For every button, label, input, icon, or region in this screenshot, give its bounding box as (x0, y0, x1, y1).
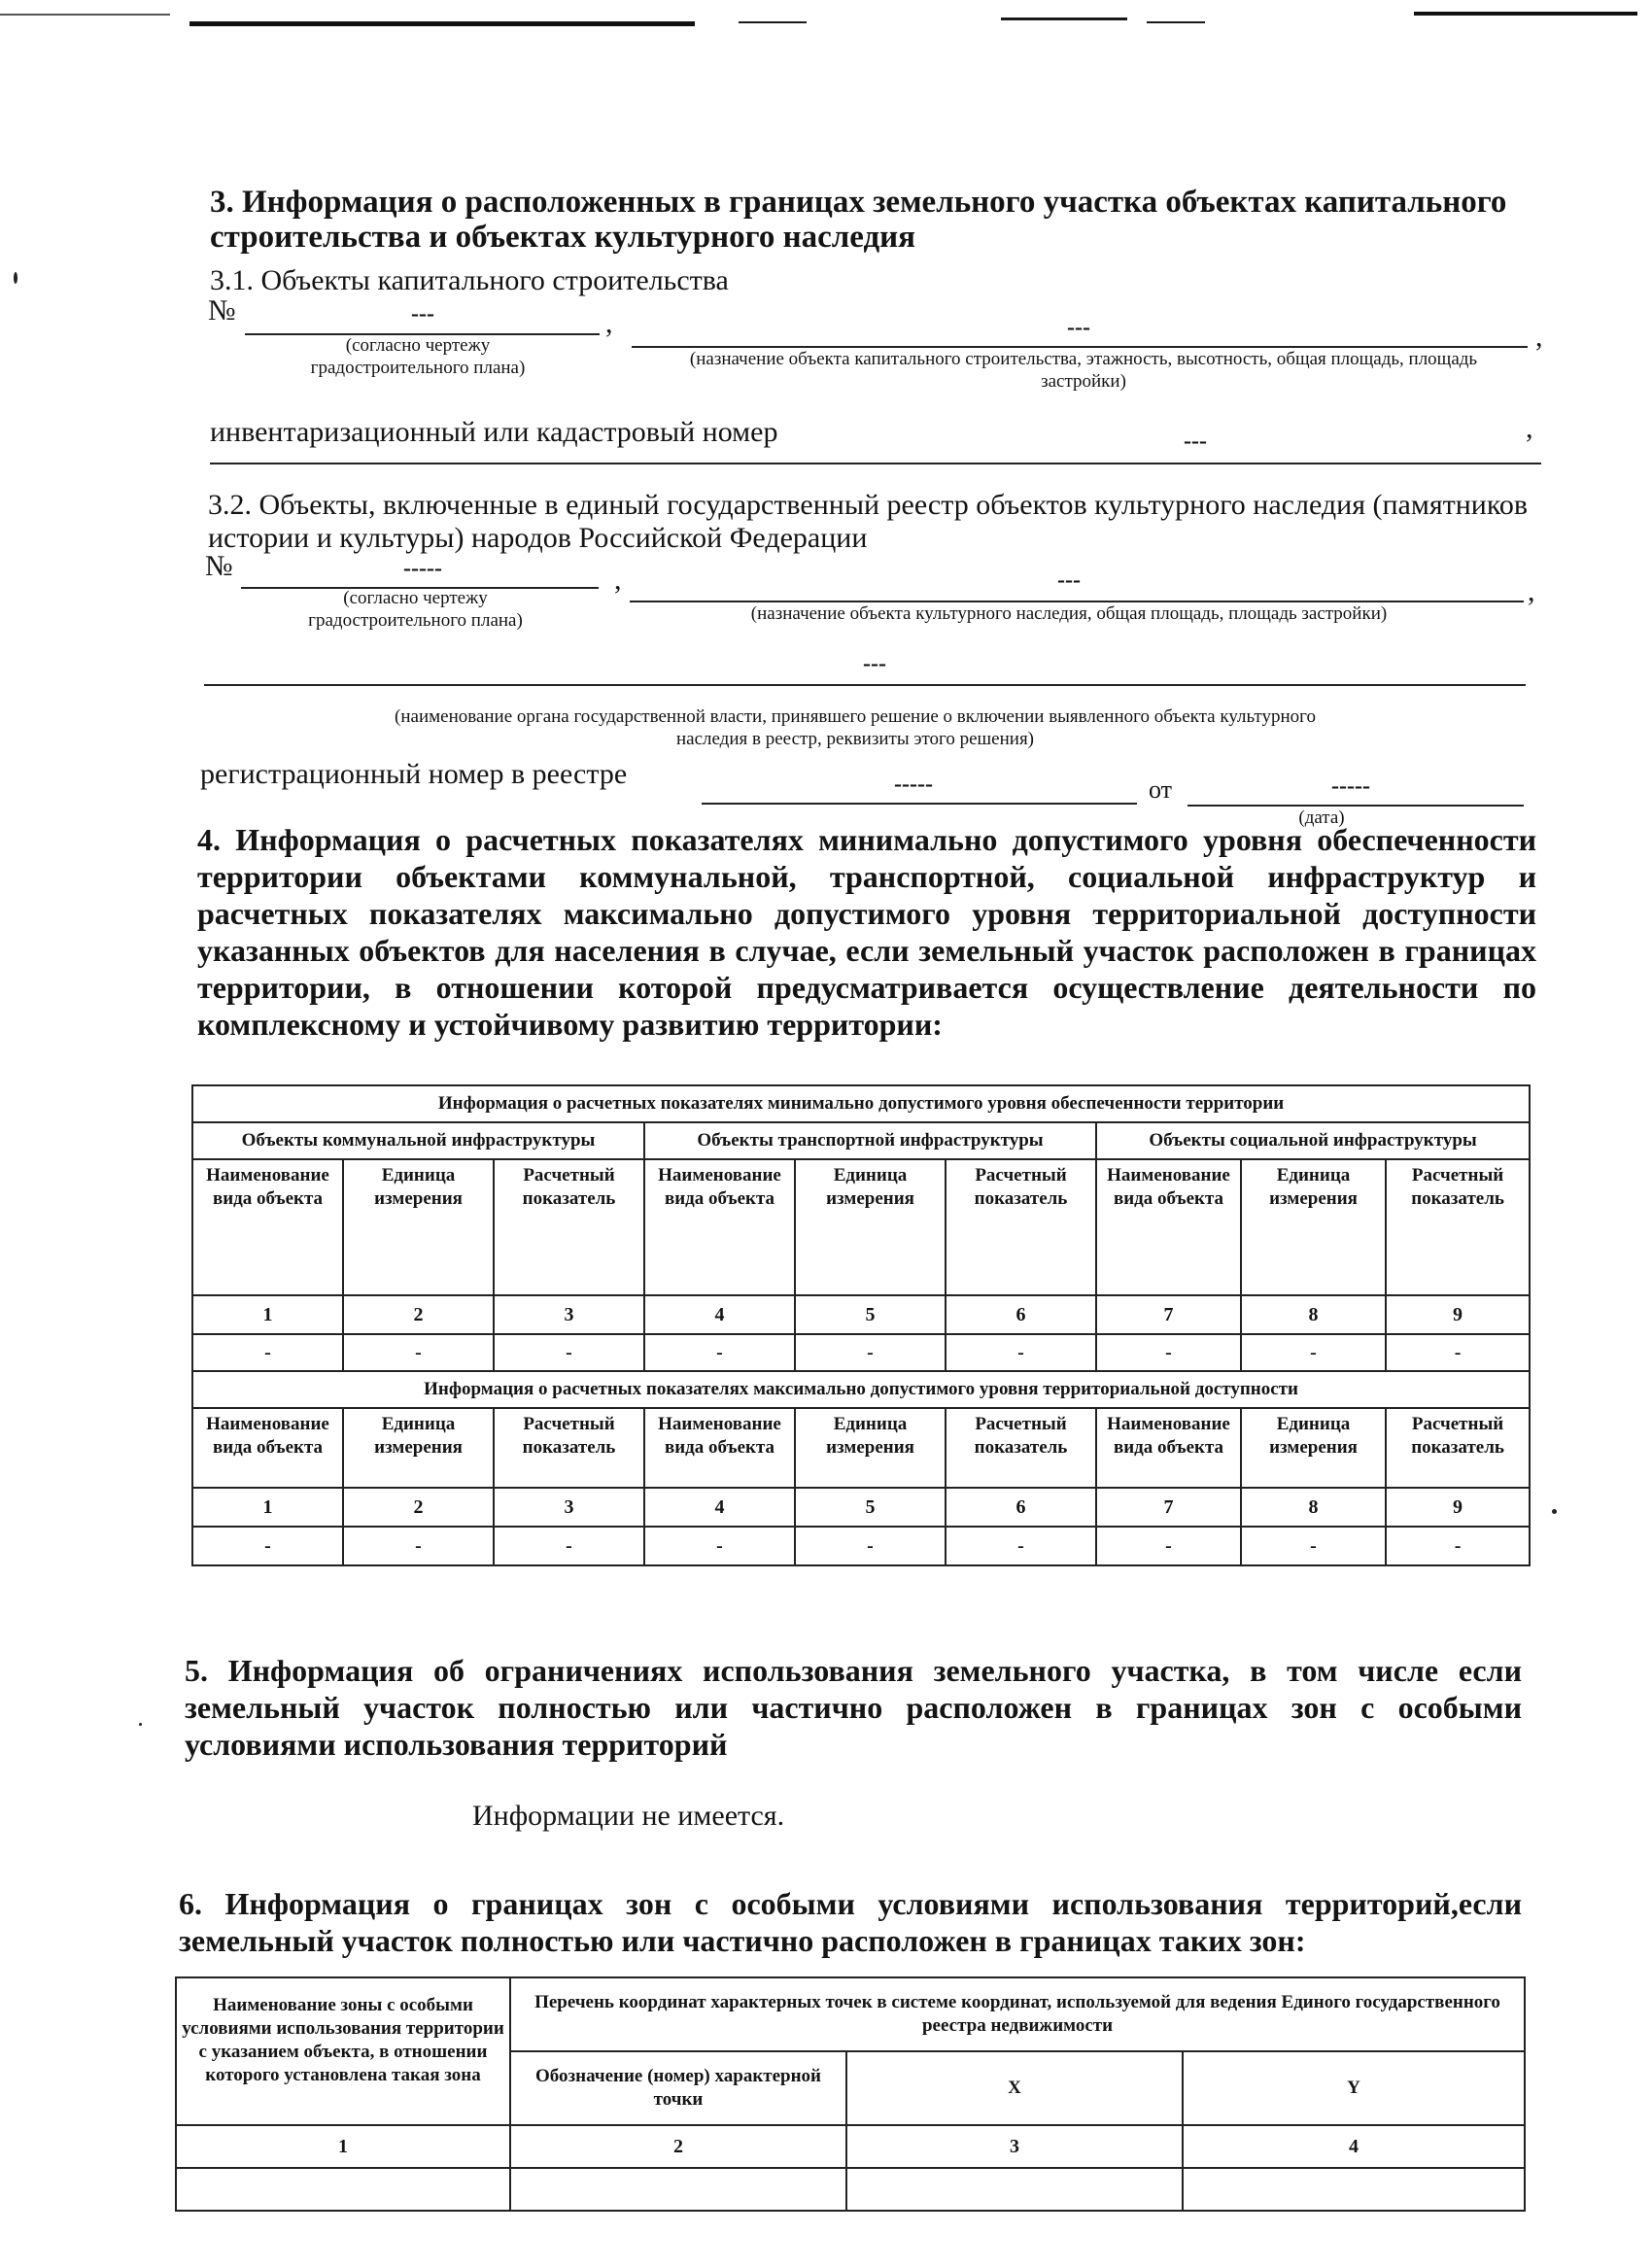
table-cell: - (795, 1334, 946, 1371)
column-header: Наименование вида объекта (192, 1408, 343, 1488)
table-cell: - (494, 1527, 644, 1565)
y-header: Y (1183, 2051, 1525, 2125)
table-cell (846, 2168, 1183, 2211)
column-header: Наименование вида объекта (1096, 1408, 1241, 1488)
column-number: 3 (494, 1488, 644, 1527)
inventory-underline (210, 463, 1541, 464)
column-number: 2 (343, 1488, 494, 1527)
table-cell: - (343, 1334, 494, 1371)
column-number: 3 (846, 2125, 1183, 2168)
zone-name-header: Наименование зоны с особыми условиями использования территории с указанием объекта, в отношении которого установлена такая зона (176, 1977, 510, 2125)
section-6-title: 6. Информация о границах зон с особыми условиями использования территорий,если земельный участок полностью или частично расположен в границах таких зон: (179, 1886, 1522, 1958)
scan-line (739, 21, 807, 23)
column-header: Единица измерения (795, 1159, 946, 1295)
column-number: 5 (795, 1488, 946, 1527)
number-caption: (согласно чертежу градостроительного плана) (310, 335, 526, 378)
heritage-purpose-value: --- (1057, 567, 1081, 593)
table-title: Информация о расчетных показателях максимально допустимого уровня территориальной доступности (192, 1371, 1530, 1408)
date-value: ----- (1331, 773, 1370, 799)
scan-speck (139, 1723, 142, 1726)
coordinates-group-header: Перечень координат характерных точек в системе координат, используемой для ведения Единого государственного реестра недвижимости (510, 1977, 1525, 2051)
column-header: Наименование вида объекта (1096, 1159, 1241, 1295)
column-number: 9 (1386, 1488, 1530, 1527)
column-number: 9 (1386, 1295, 1530, 1334)
column-number: 4 (1183, 2125, 1525, 2168)
table-cell: - (1386, 1527, 1530, 1565)
column-number: 3 (494, 1295, 644, 1334)
column-header: Единица измерения (1241, 1159, 1386, 1295)
authority-caption: (наименование органа государственной власти, принявшего решение о включении выявленного объекта культурного наследия в реестр, реквизиты этого решения) (395, 706, 1316, 749)
min-provision-table (191, 1084, 1531, 1566)
object-purpose-value: --- (1067, 315, 1090, 340)
column-number: 6 (946, 1295, 1096, 1334)
heritage-number-value: ----- (403, 556, 442, 581)
table-cell (510, 2168, 846, 2211)
column-number: 4 (644, 1488, 795, 1527)
scan-line (1001, 17, 1127, 20)
column-number: 5 (795, 1295, 946, 1334)
from-label: от (1149, 775, 1173, 804)
column-header: Расчетный показатель (494, 1159, 644, 1295)
column-number: 1 (192, 1488, 343, 1527)
table-cell: - (192, 1334, 343, 1371)
column-header: Единица измерения (343, 1159, 494, 1295)
table-cell (1183, 2168, 1525, 2211)
column-header: Единица измерения (1241, 1408, 1386, 1488)
registration-value: ----- (894, 772, 933, 797)
section-5-note: Информации не имеется. (472, 1800, 785, 1832)
column-number: 1 (192, 1295, 343, 1334)
scan-speck (1552, 1509, 1557, 1514)
table-cell: - (946, 1334, 1096, 1371)
number-sign: № (205, 550, 233, 582)
section-3-1-label: 3.1. Объекты капитального строительства (210, 264, 729, 296)
table-cell: - (644, 1334, 795, 1371)
comma: , (1526, 412, 1533, 444)
object-number-value: --- (411, 301, 434, 326)
column-header: Наименование вида объекта (192, 1159, 343, 1295)
section-3-2-label: 3.2. Объекты, включенные в единый государственный реестр объектов культурного наследия (памятников истории и культуры) народов Российской Федерации (208, 489, 1529, 554)
table-cell: - (1241, 1527, 1386, 1565)
table-cell: - (343, 1527, 494, 1565)
heritage-purpose-caption: (назначение объекта культурного наследия, общая площадь, площадь застройки) (750, 603, 1388, 624)
zone-coordinates-table (175, 1976, 1526, 2212)
registration-underline (702, 803, 1137, 805)
column-header: Наименование вида объекта (644, 1408, 795, 1488)
column-number: 2 (343, 1295, 494, 1334)
column-number: 1 (176, 2125, 510, 2168)
column-number: 8 (1241, 1295, 1386, 1334)
table-cell: - (1096, 1334, 1241, 1371)
scan-line (0, 14, 170, 16)
group-header-transport: Объекты транспортной инфраструктуры (644, 1122, 1096, 1159)
x-header: X (846, 2051, 1183, 2125)
scan-line (1414, 12, 1637, 16)
scan-speck (14, 272, 17, 284)
column-header: Единица измерения (343, 1408, 494, 1488)
table-title: Информация о расчетных показателях минимально допустимого уровня обеспеченности территории (192, 1085, 1530, 1122)
scan-line (1147, 21, 1205, 23)
column-header: Расчетный показатель (946, 1408, 1096, 1488)
table-cell: - (1241, 1334, 1386, 1371)
scan-line (189, 21, 695, 26)
column-header: Расчетный показатель (946, 1159, 1096, 1295)
date-caption: (дата) (1298, 808, 1345, 828)
column-number: 4 (644, 1295, 795, 1334)
column-header: Расчетный показатель (1386, 1408, 1530, 1488)
section-5-title: 5. Информация об ограничениях использования земельного участка, в том числе если земельный участок полностью или частично расположен в границах зон с особыми условиями использования территорий (185, 1653, 1522, 1762)
point-number-header: Обозначение (номер) характерной точки (510, 2051, 846, 2125)
comma: , (1528, 575, 1535, 607)
table-cell: - (946, 1527, 1096, 1565)
table-cell: - (1386, 1334, 1530, 1371)
column-header: Расчетный показатель (1386, 1159, 1530, 1295)
table-cell: - (644, 1527, 795, 1565)
authority-underline (204, 684, 1526, 686)
inventory-value: --- (1184, 429, 1207, 454)
table-cell: - (192, 1527, 343, 1565)
inventory-label: инвентаризационный или кадастровый номер (210, 416, 778, 448)
column-number: 7 (1096, 1488, 1241, 1527)
column-number: 8 (1241, 1488, 1386, 1527)
purpose-caption: (назначение объекта капитального строительства, этажность, высотность, общая площадь, площадь застройки) (689, 349, 1478, 392)
group-header-social: Объекты социальной инфраструктуры (1096, 1122, 1530, 1159)
comma: , (1535, 321, 1543, 353)
column-header: Единица измерения (795, 1408, 946, 1488)
group-header-communal: Объекты коммунальной инфраструктуры (192, 1122, 644, 1159)
table-cell (176, 2168, 510, 2211)
number-sign: № (208, 294, 236, 326)
column-number: 2 (510, 2125, 846, 2168)
section-4-title: 4. Информация о расчетных показателях минимально допустимого уровня обеспеченности территории объектами коммунальной, транспортной, социальной инфраструктур и расчетных показателях максимально допустимого уровня территориальной доступности указанных объектов для населения в случае, если земельный участок расположен в границах территории, в отношении которой предусматривается осуществление деятельности по комплексному и устойчивому развитию территории: (197, 822, 1536, 1042)
registration-label: регистрационный номер в реестре (200, 758, 628, 790)
heritage-number-caption: (согласно чертежу градостроительного плана) (308, 588, 523, 631)
column-header: Расчетный показатель (494, 1408, 644, 1488)
column-header: Наименование вида объекта (644, 1159, 795, 1295)
column-number: 7 (1096, 1295, 1241, 1334)
comma: , (614, 564, 622, 596)
table-cell: - (1096, 1527, 1241, 1565)
table-cell: - (795, 1527, 946, 1565)
comma: , (605, 307, 613, 339)
table-cell: - (494, 1334, 644, 1371)
authority-value: --- (863, 651, 886, 676)
column-number: 6 (946, 1488, 1096, 1527)
section-3-title: 3. Информация о расположенных в границах земельного участка объектах капитального строительства и объектах культурного наследия (210, 185, 1507, 255)
